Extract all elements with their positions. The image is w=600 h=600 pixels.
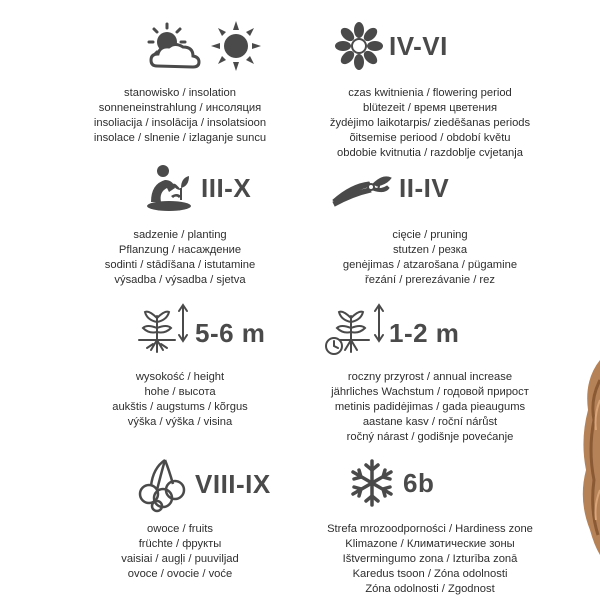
planting-description xyxy=(45,228,315,288)
snowflake-icon xyxy=(347,458,397,508)
fruits-icons xyxy=(45,454,315,512)
description-line: vaisiai / augļi / puuviljad xyxy=(121,553,239,565)
description-line: jährliches Wachstum / годовой прирост xyxy=(331,386,529,398)
hardiness-icons xyxy=(295,454,565,512)
description-line: stanowisko / insolation xyxy=(124,87,236,99)
plant-height-icon xyxy=(133,302,189,358)
description-line: stutzen / резка xyxy=(392,244,468,256)
description-line: blütezeit / время цветения xyxy=(362,102,498,114)
pruning-icons xyxy=(295,160,565,218)
description-line: owoce / fruits xyxy=(147,523,213,535)
description-line: õitsemise periood / období květu xyxy=(349,132,511,144)
fruits-description xyxy=(45,522,315,582)
insolation-description xyxy=(45,86,315,146)
flowering-description xyxy=(295,86,565,161)
description-line: sonneneinstrahlung / инсоляция xyxy=(98,102,262,114)
description-line: wysokość / height xyxy=(135,371,225,383)
fruits-cell xyxy=(45,454,315,594)
pruning-shears-icon xyxy=(331,170,393,210)
insolation-cell xyxy=(45,18,315,158)
flowering-cell xyxy=(295,18,565,158)
sun-behind-cloud-icon xyxy=(141,20,201,72)
description-line: Karedus tsoon / Zóna odolnosti xyxy=(352,568,508,580)
height-description xyxy=(45,370,315,430)
cherries-icon xyxy=(135,456,189,512)
description-line: insolace / slnenie / izlaganje suncu xyxy=(93,132,267,144)
flower-icon xyxy=(335,22,383,70)
flowering-icons xyxy=(295,18,565,76)
height-icons xyxy=(45,302,315,360)
description-line: Strefa mrozoodporności / Hardiness zone xyxy=(327,523,533,535)
description-line: genėjimas / atzarošana / pügamine xyxy=(342,259,518,271)
planting-cell xyxy=(45,160,315,300)
increase-icons xyxy=(295,302,565,360)
cropped-photo-edge xyxy=(574,360,600,555)
description-line: hohe / высота xyxy=(144,386,216,398)
description-line: roczny przyrost / annual increase xyxy=(347,371,513,383)
description-line: Klimazone / Климатические зоны xyxy=(345,538,515,550)
annual-growth-icon xyxy=(325,302,385,358)
description-line: výška / výška / visina xyxy=(127,416,233,428)
description-line: žydėjimo laikotarpis/ ziedēšanas periods xyxy=(329,117,531,129)
description-line: metinis padidėjimas / gada pieaugums xyxy=(334,401,526,413)
description-line: Ištvermingumo zona / Izturība zonā xyxy=(342,553,518,565)
description-line: cięcie / pruning xyxy=(392,229,468,241)
description-line: Zóna odolnosti / Zgodnost xyxy=(365,583,495,595)
description-line: sadzenie / planting xyxy=(133,229,227,241)
description-line: řezání / prerezávanie / rez xyxy=(365,274,495,286)
description-line: aukštis / augstums / kõrgus xyxy=(112,401,248,413)
description-line: Pflanzung / насаждение xyxy=(118,244,242,256)
description-line: obdobie kvitnutia / razdoblje cvjetanja xyxy=(337,147,523,159)
description-line: sodinti / stādīšana / istutamine xyxy=(104,259,256,271)
hardiness-description xyxy=(295,522,565,597)
sun-icon xyxy=(211,21,261,71)
description-line: výsadba / výsadba / sjetva xyxy=(114,274,246,286)
planting-icons xyxy=(45,160,315,218)
annual-increase-cell xyxy=(295,302,565,452)
hardiness-cell xyxy=(295,454,565,594)
annual-increase-value: 1-2 m xyxy=(389,318,460,348)
pruning-description xyxy=(295,228,565,288)
height-cell xyxy=(45,302,315,452)
description-line: ovoce / ovocie / voće xyxy=(127,568,233,580)
pruning-period-code: II-IV xyxy=(399,173,450,203)
description-line: czas kwitnienia / flowering period xyxy=(348,87,512,99)
description-line: früchte / фрукты xyxy=(138,538,222,550)
insolation-icons xyxy=(45,18,315,76)
description-line: insoliacija / insolācija / insolatsioon xyxy=(93,117,267,129)
increase-description xyxy=(295,370,565,445)
flowering-period-code: IV-VI xyxy=(389,31,448,61)
planting-period-code: III-X xyxy=(201,173,252,203)
gardener-planting-icon xyxy=(143,162,195,214)
height-value: 5-6 m xyxy=(195,318,266,348)
pruning-cell xyxy=(295,160,565,300)
fruiting-period-code: VIII-IX xyxy=(195,469,271,499)
description-line: ročný nárast / godišnje povećanje xyxy=(346,431,514,443)
description-line: aastane kasv / roční nárůst xyxy=(362,416,498,428)
hardiness-zone-value: 6b xyxy=(403,468,435,498)
